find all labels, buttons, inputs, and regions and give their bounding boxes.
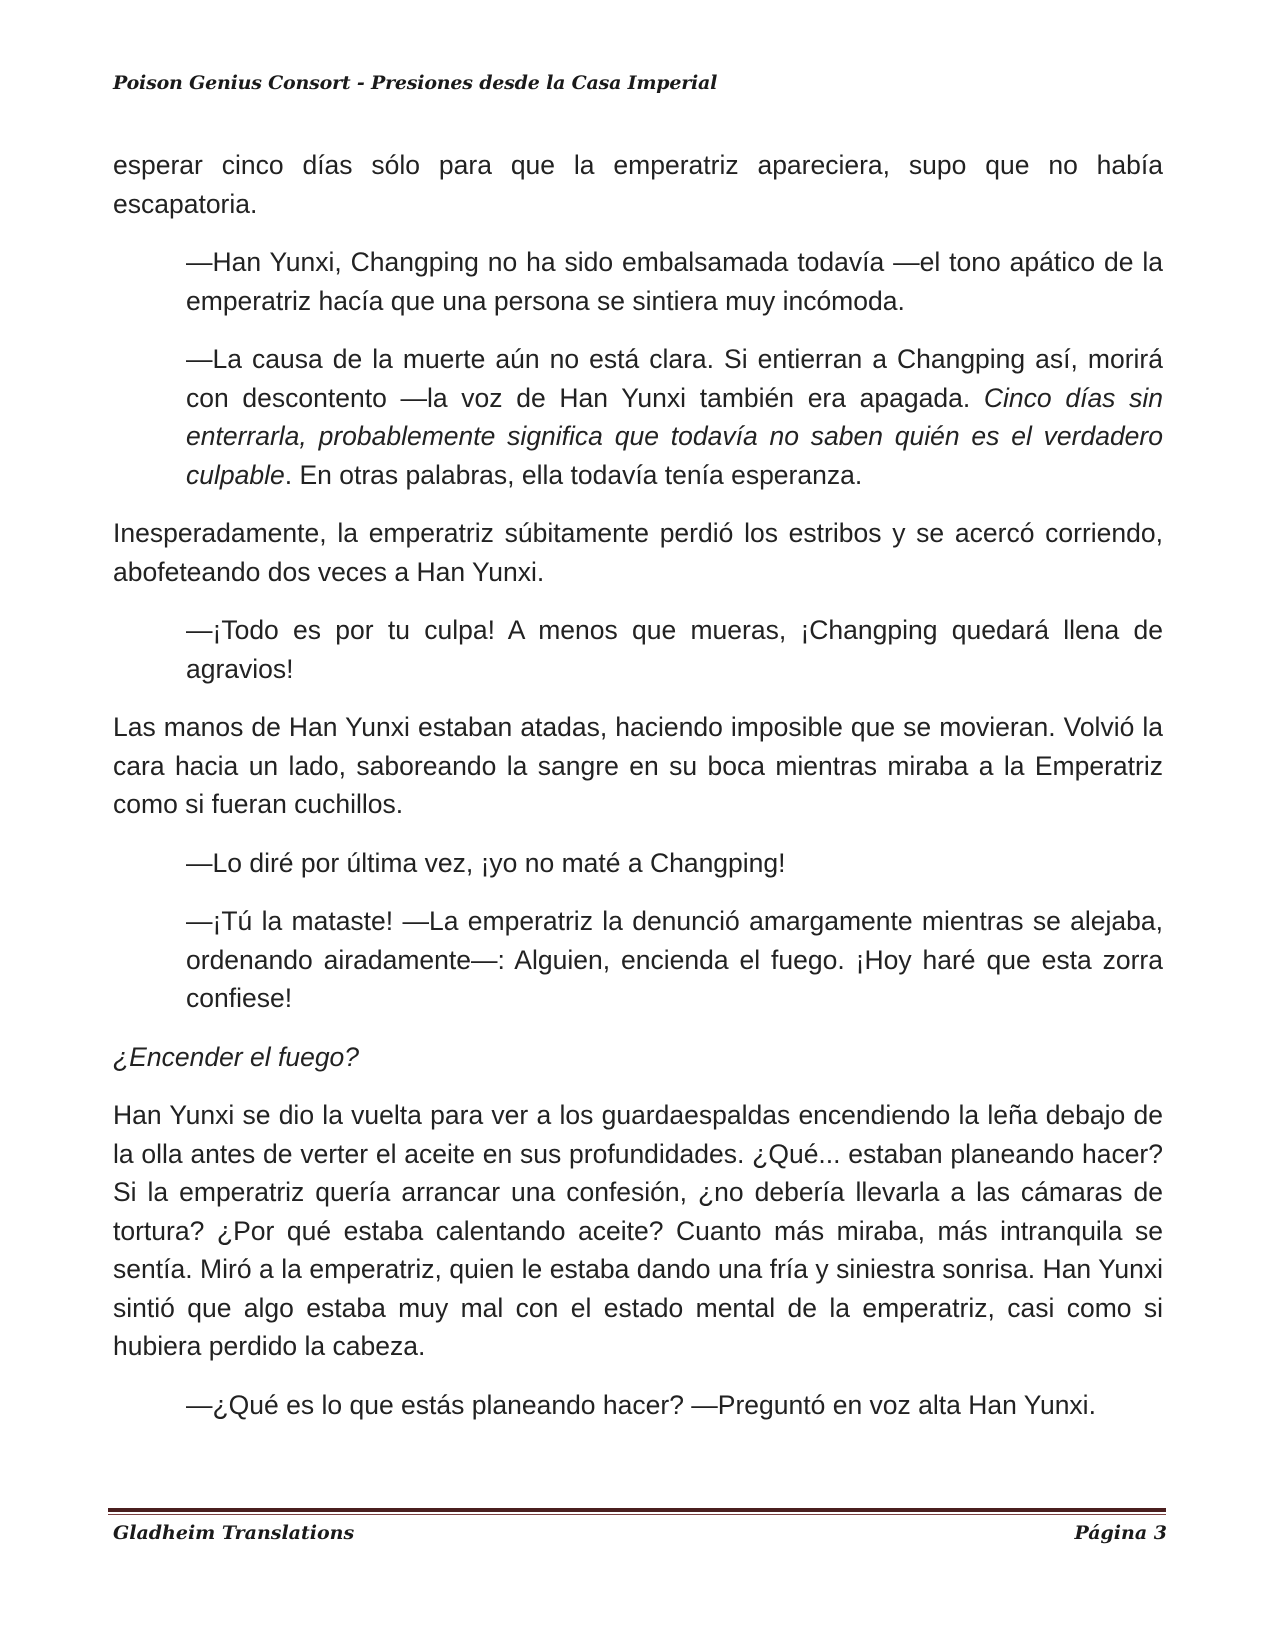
footer-rule-thick (108, 1508, 1166, 1512)
text-run: esperar cinco días sólo para que la emperatriz apareciera, supo que no había escapatoria. (113, 150, 1163, 219)
dialogue-paragraph (186, 340, 1163, 494)
narrative-paragraph (113, 708, 1163, 824)
dialogue-paragraph (186, 902, 1163, 1018)
footer-publisher: Gladheim Translations (113, 1522, 355, 1544)
narrative-paragraph (113, 514, 1163, 591)
dialogue-paragraph (186, 243, 1163, 320)
footer-rule-thin (108, 1514, 1166, 1515)
text-run: Han Yunxi se dio la vuelta para ver a los guardaespaldas encendiendo la leña debajo de la olla antes de verter el aceite en sus profundidades. ¿Qué... estaban planeando hacer? Si la emperatriz quería arrancar una confesión, ¿no debería llevarla a las cámaras de tortura? ¿Por qué estaba calentando aceite? Cuanto más miraba, más intranquila se sentía. Miró a la emperatriz, quien le estaba dando una fría y siniestra sonrisa. Han Yunxi sintió que algo estaba muy mal con el estado mental de la emperatriz, casi como si hubiera perdido la cabeza. (113, 1100, 1163, 1361)
narrative-paragraph (113, 1038, 1163, 1077)
italic-text-run: Cinco días sin enterrarla, probablemente significa que todavía no saben quién es el verdadero culpable (186, 382, 1163, 490)
text-run: —¡Todo es por tu culpa! A menos que mueras, ¡Changping quedará llena de agravios! (186, 615, 1163, 684)
document-body (113, 146, 1163, 1444)
text-run: —¿Qué es lo que estás planeando hacer? —Preguntó en voz alta Han Yunxi. (186, 1389, 1096, 1420)
dialogue-paragraph (186, 611, 1163, 688)
dialogue-paragraph (186, 1386, 1163, 1425)
text-run: Las manos de Han Yunxi estaban atadas, haciendo imposible que se movieran. Volvió la cara hacia un lado, saboreando la sangre en su boca mientras miraba a la Emperatriz como si fueran cuchillos. (113, 712, 1163, 819)
text-run: —La causa de la muerte aún no está clara. Si entierran a Changping así, morirá con descontento —la voz de Han Yunxi también era apagada. (186, 344, 1163, 413)
text-run: —Han Yunxi, Changping no ha sido embalsamada todavía —el tono apático de la emperatriz hacía que una persona se sintiera muy incómoda. (186, 247, 1163, 316)
page-header-title: Poison Genius Consort - Presiones desde la Casa Imperial (113, 72, 718, 94)
text-run: . En otras palabras, ella todavía tenía esperanza. (284, 459, 863, 490)
italic-text-run: ¿Encender el fuego? (113, 1041, 360, 1072)
footer-page-number: Página 3 (1074, 1522, 1167, 1544)
text-run: —¡Tú la mataste! —La emperatriz la denunció amargamente mientras se alejaba, ordenando airadamente—: Alguien, encienda el fuego. ¡Hoy haré que esta zorra confiese! (186, 906, 1163, 1013)
text-run: —Lo diré por última vez, ¡yo no maté a Changping! (186, 847, 786, 878)
text-run: Inesperadamente, la emperatriz súbitamente perdió los estribos y se acercó corriendo, abofeteando dos veces a Han Yunxi. (113, 518, 1163, 587)
narrative-paragraph (113, 1096, 1163, 1366)
dialogue-paragraph (186, 844, 1163, 883)
narrative-paragraph (113, 146, 1163, 223)
